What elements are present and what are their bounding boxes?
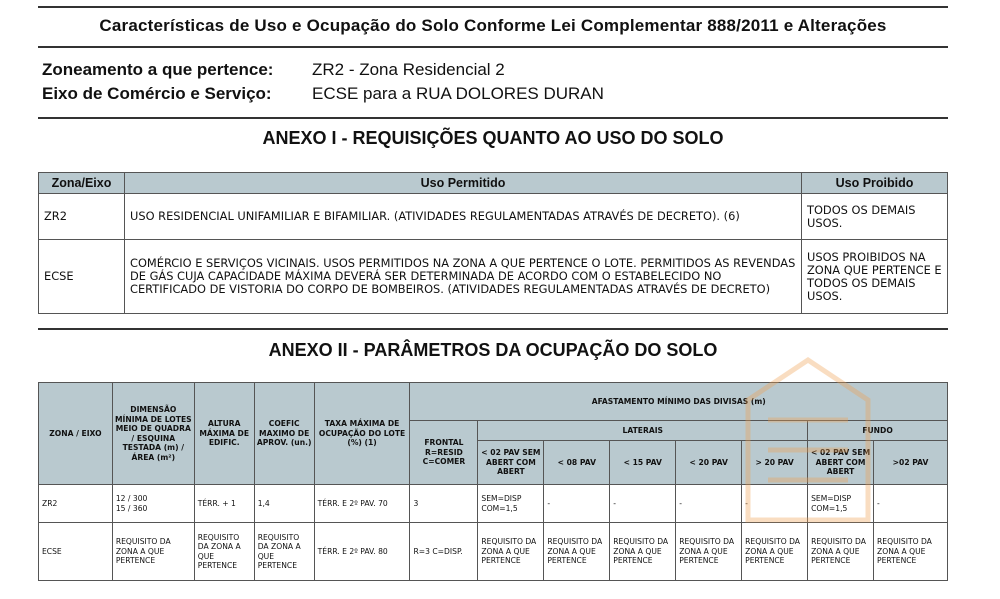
cell: REQUISITO DA ZONA A QUE PERTENCE — [742, 523, 808, 581]
cell: - — [874, 485, 948, 523]
h-lat-4: < 20 PAV — [676, 441, 742, 485]
section-rule-1 — [38, 117, 948, 119]
annex2-table — [38, 382, 948, 581]
annex1-col-zone: Zona/Eixo — [39, 173, 125, 194]
h-height: ALTURA MÁXIMA DE EDIFIC. — [194, 383, 254, 485]
table-row — [39, 523, 948, 581]
permitted-cell: COMÉRCIO E SERVIÇOS VICINAIS. USOS PERMITIDOS NA ZONA A QUE PERTENCE O LOTE. PERMITIDOS AS REVENDAS DE GÁS CUJA CAPACIDADE MÁXIMA DEVERÁ SER DETERMINADA DE ACORDO COM O ESTABELECIDO NO CERTIFICADO DE VISTORIA DO CORPO DE BOMBEIROS. (ATIVIDADES REGULAMENTADAS ATRAVÉS DE DECRETO) — [125, 240, 802, 314]
cell: 1,4 — [254, 485, 314, 523]
table-row — [39, 194, 948, 240]
annex2-title: ANEXO II - PARÂMETROS DA OCUPAÇÃO DO SOLO — [268, 340, 718, 360]
permitted-cell: USO RESIDENCIAL UNIFAMILIAR E BIFAMILIAR. (ATIVIDADES REGULAMENTADAS ATRAVÉS DE DECRETO). (6) — [125, 194, 802, 240]
axis-label: Eixo de Comércio e Serviço: — [42, 84, 272, 103]
h-back-2: >02 PAV — [874, 441, 948, 485]
h-back-1: < 02 PAV SEM ABERT COM ABERT — [808, 441, 874, 485]
top-rule — [38, 6, 948, 8]
annex1-col-permitted: Uso Permitido — [125, 173, 802, 194]
axis-line — [42, 84, 604, 104]
cell: REQUISITO DA ZONA A QUE PERTENCE — [112, 523, 194, 581]
table-row — [39, 240, 948, 314]
title-rule — [38, 46, 948, 48]
h-rate: TAXA MÁXIMA DE OCUPAÇÃO DO LOTE (%) (1) — [314, 383, 410, 485]
annex1-col-prohibited: Uso Proibido — [802, 173, 948, 194]
h-zone: ZONA / EIXO — [39, 383, 113, 485]
cell: 3 — [410, 485, 478, 523]
cell: TÉRR. + 1 — [194, 485, 254, 523]
zoning-label: Zoneamento a que pertence: — [42, 60, 274, 79]
h-coef: COEFIC MAXIMO DE APROV. (un.) — [254, 383, 314, 485]
h-frontal: FRONTAL R=RESID C=COMER — [410, 421, 478, 485]
zone-cell: ECSE — [39, 240, 125, 314]
annex1-title: ANEXO I - REQUISIÇÕES QUANTO AO USO DO SOLO — [262, 128, 724, 148]
axis-value: ECSE para a RUA DOLORES DURAN — [312, 84, 604, 103]
cell: REQUISITO DA ZONA A QUE PERTENCE — [194, 523, 254, 581]
cell: REQUISITO DA ZONA A QUE PERTENCE — [478, 523, 544, 581]
h-dimension: DIMENSÃO MÍNIMA DE LOTES MEIO DE QUADRA / ESQUINA TESTADA (m) / ÁREA (m²) — [112, 383, 194, 485]
cell: REQUISITO DA ZONA A QUE PERTENCE — [808, 523, 874, 581]
annex1-header-row — [39, 173, 948, 194]
zoning-value: ZR2 - Zona Residencial 2 — [312, 60, 505, 79]
h-back: FUNDO — [808, 421, 948, 441]
cell: SEM=DISP COM=1,5 — [478, 485, 544, 523]
cell: REQUISITO DA ZONA A QUE PERTENCE — [254, 523, 314, 581]
cell: ZR2 — [39, 485, 113, 523]
cell: ECSE — [39, 523, 113, 581]
table-row — [39, 485, 948, 523]
cell: TÉRR. E 2º PAV. 80 — [314, 523, 410, 581]
annex1-table — [38, 172, 948, 314]
cell: REQUISITO DA ZONA A QUE PERTENCE — [610, 523, 676, 581]
h-lat-5: > 20 PAV — [742, 441, 808, 485]
cell: REQUISITO DA ZONA A QUE PERTENCE — [676, 523, 742, 581]
annex2-header-row-1 — [39, 383, 948, 421]
prohibited-cell: USOS PROIBIDOS NA ZONA QUE PERTENCE E TODOS OS DEMAIS USOS. — [802, 240, 948, 314]
h-lateral: LATERAIS — [478, 421, 808, 441]
h-lat-1: < 02 PAV SEM ABERT COM ABERT — [478, 441, 544, 485]
zoning-line — [42, 60, 505, 80]
page-title: Características de Uso e Ocupação do Solo Conforme Lei Complementar 888/2011 e Alterações — [99, 16, 887, 35]
cell: REQUISITO DA ZONA A QUE PERTENCE — [874, 523, 948, 581]
prohibited-cell: TODOS OS DEMAIS USOS. — [802, 194, 948, 240]
h-setback: AFASTAMENTO MÍNIMO DAS DIVISAS (m) — [410, 383, 948, 421]
zone-cell: ZR2 — [39, 194, 125, 240]
cell: - — [544, 485, 610, 523]
cell: R=3 C=DISP. — [410, 523, 478, 581]
cell: SEM=DISP COM=1,5 — [808, 485, 874, 523]
cell: - — [676, 485, 742, 523]
h-lat-2: < 08 PAV — [544, 441, 610, 485]
cell: TÉRR. E 2º PAV. 70 — [314, 485, 410, 523]
cell: 12 / 300 15 / 360 — [112, 485, 194, 523]
section-rule-2 — [38, 328, 948, 330]
cell: REQUISITO DA ZONA A QUE PERTENCE — [544, 523, 610, 581]
cell: - — [610, 485, 676, 523]
h-lat-3: < 15 PAV — [610, 441, 676, 485]
cell: - — [742, 485, 808, 523]
